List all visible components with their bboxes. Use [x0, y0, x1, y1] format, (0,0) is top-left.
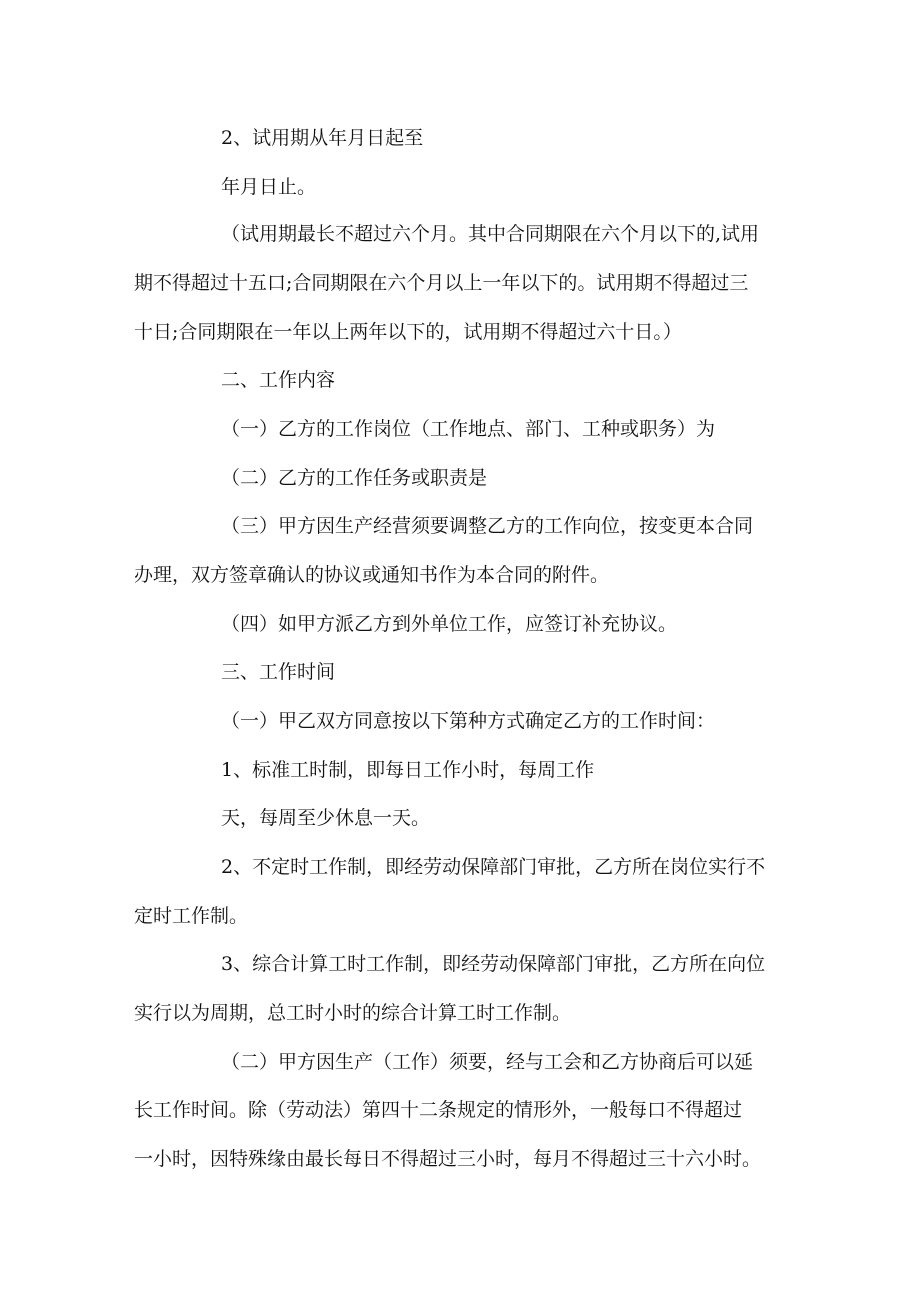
probation-note-line-2: 期不得超过十五口;合同期限在六个月以上一年以下的。试用期不得超过三	[134, 272, 749, 294]
flexible-hours-line-1: 2、不定时工作制，即经劳动保障部门审批，乙方所在岗位实行不	[221, 856, 766, 878]
work-content-item-1: （一）乙方的工作岗位（工作地点、部门、工种或职务）为	[221, 418, 716, 440]
section-heading-work-content: 二、工作内容	[221, 369, 336, 391]
work-content-item-3-line-1: （三）甲方因生产经营须要调整乙方的工作向位，按变更本合同	[221, 515, 754, 537]
overtime-line-2: 长工作时间。除（劳动法）第四十二条规定的情形外，一般每口不得超过	[134, 1099, 743, 1121]
standard-hours-line-2: 天，每周至少休息一天。	[221, 807, 431, 829]
probation-note-line-1: （试用期最长不超过六个月。其中合同期限在六个月以下的,试用	[221, 223, 760, 245]
probation-period-start: 2、试用期从年月日起至	[221, 127, 424, 149]
work-content-item-3-line-2: 办理，双方签章确认的协议或通知书作为本合同的附件。	[134, 564, 610, 586]
flexible-hours-line-2: 定时工作制。	[134, 905, 249, 927]
comprehensive-hours-line-2: 实行以为周期，总工时小时的综合计算工时工作制。	[134, 1002, 572, 1024]
work-time-item-1: （一）甲乙双方同意按以下第种方式确定乙方的工作时间：	[221, 710, 716, 732]
standard-hours-line-1: 1、标准工时制，即每日工作小时，每周工作	[221, 759, 595, 781]
work-content-item-4: （四）如甲方派乙方到外单位工作，应签订补充协议。	[221, 613, 678, 635]
section-heading-work-time: 三、工作时间	[221, 661, 336, 683]
probation-period-end: 年月日止。	[221, 176, 317, 198]
overtime-line-1: （二）甲方因生产（工作）须要，经与工会和乙方协商后可以延	[221, 1051, 754, 1073]
comprehensive-hours-line-1: 3、综合计算工时工作制，即经劳动保障部门审批，乙方所在向位	[221, 953, 766, 975]
probation-note-line-3: 十日;合同期限在一年以上两年以下的，试用期不得超过六十日。）	[134, 321, 682, 343]
overtime-line-3: 一小时，因特殊缘由最长每日不得超过三小时，每月不得超过三十六小时。	[134, 1148, 762, 1170]
work-content-item-2: （二）乙方的工作任务或职责是	[221, 467, 488, 489]
